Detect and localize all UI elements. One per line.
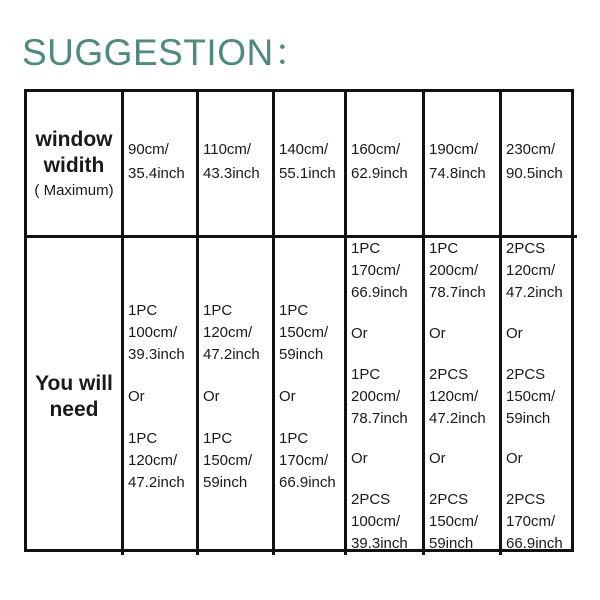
width-cm: 110cm/ bbox=[203, 141, 252, 158]
option-cm: 170cm/ bbox=[506, 513, 556, 530]
option-qty: 1PC bbox=[351, 240, 381, 257]
option-cm: 150cm/ bbox=[506, 387, 556, 405]
option-qty: 2PCS bbox=[429, 491, 469, 508]
option-cm: 100cm/ bbox=[351, 513, 401, 530]
option-inch: 78.7inch bbox=[351, 409, 408, 427]
option-qty: 2PCS bbox=[506, 240, 546, 257]
width-cm: 90cm/ bbox=[128, 141, 169, 158]
width-cm: 190cm/ bbox=[429, 141, 479, 158]
or-separator: Or bbox=[203, 387, 220, 405]
header-line-3: ( Maximum) bbox=[34, 181, 114, 199]
need-line-2: need bbox=[49, 397, 99, 421]
option-qty: 1PC bbox=[203, 301, 233, 319]
option-inch: 59inch bbox=[429, 535, 474, 552]
option-cm: 200cm/ bbox=[351, 387, 401, 405]
or-separator: Or bbox=[429, 324, 446, 342]
width-cell-2 bbox=[199, 92, 275, 238]
need-cell-5 bbox=[425, 238, 502, 555]
option-cm: 150cm/ bbox=[203, 451, 253, 469]
option-cm: 120cm/ bbox=[128, 451, 178, 469]
option-qty: 2PCS bbox=[506, 365, 546, 383]
option-cm: 200cm/ bbox=[429, 262, 479, 279]
option-cm: 120cm/ bbox=[203, 323, 253, 341]
width-cm: 140cm/ bbox=[279, 141, 329, 158]
option-qty: 1PC bbox=[203, 429, 233, 447]
need-cell-4 bbox=[347, 238, 425, 555]
or-separator: Or bbox=[429, 450, 446, 468]
you-will-need-header bbox=[27, 238, 124, 555]
option-inch: 59inch bbox=[506, 409, 551, 427]
option-inch: 47.2inch bbox=[429, 409, 486, 427]
window-width-header bbox=[27, 92, 124, 238]
option-qty: 1PC bbox=[128, 301, 158, 319]
option-inch: 39.3inch bbox=[128, 345, 185, 363]
option-qty: 2PCS bbox=[351, 491, 391, 508]
width-cell-6 bbox=[502, 92, 577, 238]
option-qty: 1PC bbox=[429, 240, 459, 257]
page-title: SUGGESTION： bbox=[22, 32, 312, 73]
option-qty: 2PCS bbox=[506, 491, 546, 508]
header-line-2: widith bbox=[43, 153, 105, 177]
option-cm: 120cm/ bbox=[506, 262, 556, 279]
need-cell-3 bbox=[275, 238, 347, 555]
width-inch: 74.8inch bbox=[429, 165, 486, 182]
or-separator: Or bbox=[351, 324, 368, 342]
option-inch: 39.3inch bbox=[351, 535, 408, 552]
option-qty: 2PCS bbox=[429, 365, 469, 383]
option-cm: 170cm/ bbox=[351, 262, 401, 279]
or-separator: Or bbox=[506, 324, 523, 342]
option-inch: 47.2inch bbox=[203, 345, 260, 363]
option-inch: 59inch bbox=[279, 345, 324, 363]
option-cm: 150cm/ bbox=[279, 323, 329, 341]
option-cm: 170cm/ bbox=[279, 451, 329, 469]
option-inch: 78.7inch bbox=[429, 284, 486, 301]
or-separator: Or bbox=[506, 450, 523, 468]
need-cell-2 bbox=[199, 238, 275, 555]
option-cm: 150cm/ bbox=[429, 513, 479, 530]
width-inch: 62.9inch bbox=[351, 165, 408, 182]
option-inch: 66.9inch bbox=[279, 473, 336, 491]
option-cm: 120cm/ bbox=[429, 387, 479, 405]
need-cell-1 bbox=[124, 238, 199, 555]
option-qty: 1PC bbox=[279, 301, 309, 319]
option-qty: 1PC bbox=[351, 365, 381, 383]
size-suggestion-table bbox=[24, 89, 574, 552]
width-inch: 55.1inch bbox=[279, 165, 336, 182]
option-inch: 47.2inch bbox=[128, 473, 185, 491]
option-cm: 100cm/ bbox=[128, 323, 178, 341]
or-separator: Or bbox=[128, 387, 145, 405]
option-inch: 59inch bbox=[203, 473, 248, 491]
width-cm: 160cm/ bbox=[351, 141, 401, 158]
width-cell-4 bbox=[347, 92, 425, 238]
width-inch: 90.5inch bbox=[506, 165, 563, 182]
width-cell-5 bbox=[425, 92, 502, 238]
option-inch: 47.2inch bbox=[506, 284, 563, 301]
need-cell-6 bbox=[502, 238, 577, 555]
width-inch: 35.4inch bbox=[128, 165, 185, 182]
width-cell-1 bbox=[124, 92, 199, 238]
need-line-1: You will bbox=[35, 371, 113, 395]
width-cm: 230cm/ bbox=[506, 141, 556, 158]
option-qty: 1PC bbox=[279, 429, 309, 447]
option-inch: 66.9inch bbox=[506, 535, 563, 552]
or-separator: Or bbox=[279, 387, 296, 405]
option-inch: 66.9inch bbox=[351, 284, 408, 301]
width-inch: 43.3inch bbox=[203, 165, 260, 182]
header-line-1: window bbox=[35, 127, 113, 151]
or-separator: Or bbox=[351, 450, 368, 468]
width-cell-3 bbox=[275, 92, 347, 238]
option-qty: 1PC bbox=[128, 429, 158, 447]
